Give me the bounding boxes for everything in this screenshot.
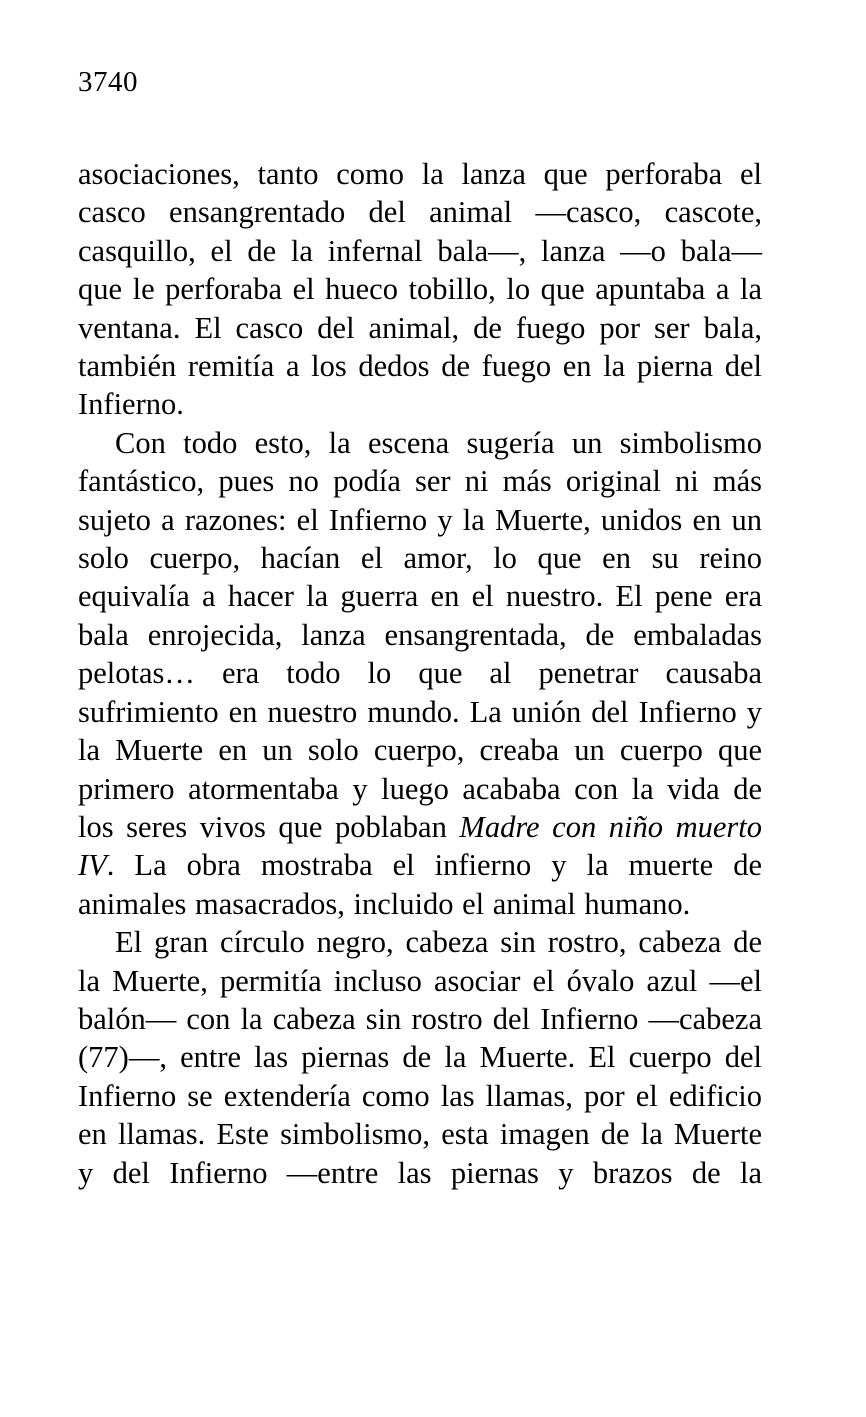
italic-run: Madre con niño muerto IV <box>78 809 762 883</box>
paragraph <box>78 923 762 1192</box>
paragraph <box>78 424 762 923</box>
text-run: asociaciones, tanto como la lanza que perforaba el casco ensangrentado del animal —casco, cascote, casquillo, el de la infernal bala—, lanza —o bala— que le perforaba el hueco tobillo, lo que apuntaba a la ventana. El casco del animal, de fuego por ser bala, también remitía a los dedos de fuego en la pierna del Infierno. <box>78 157 762 422</box>
text-run: . La obra mostraba el infierno y la muerte de animales masacrados, incluido el animal humano. <box>78 848 762 921</box>
text-run: Con todo esto, la escena sugería un simbolismo fantástico, pues no podía ser ni más original ni más sujeto a razones: el Infierno y la Muerte, unidos en un solo cuerpo, hacían el amor, lo que en su reino equivalía a hacer la guerra en el nuestro. El pene era bala enrojecida, lanza ensangrentada, de embaladas pelotas… era todo lo que al penetrar causaba sufrimiento en nuestro mundo. La unión del Infierno y la Muerte en un solo cuerpo, creaba un cuerpo que primero atormentaba y luego acababa con la vida de los seres vivos que poblaban <box>78 425 762 844</box>
text-run: El gran círculo negro, cabeza sin rostro, cabeza de la Muerte, permitía incluso asociar el óvalo azul —el balón— con la cabeza sin rostro del Infierno —cabeza (77)—, entre las piernas de la Muerte. El cuerpo del Infierno se extendería como las llamas, por el edificio en llamas. Este simbolismo, esta imagen de la Muerte y del Infierno —entre las piernas y brazos de la <box>78 925 762 1190</box>
text-column <box>78 155 762 1192</box>
paragraph <box>78 155 762 424</box>
page-number: 3740 <box>78 66 138 98</box>
